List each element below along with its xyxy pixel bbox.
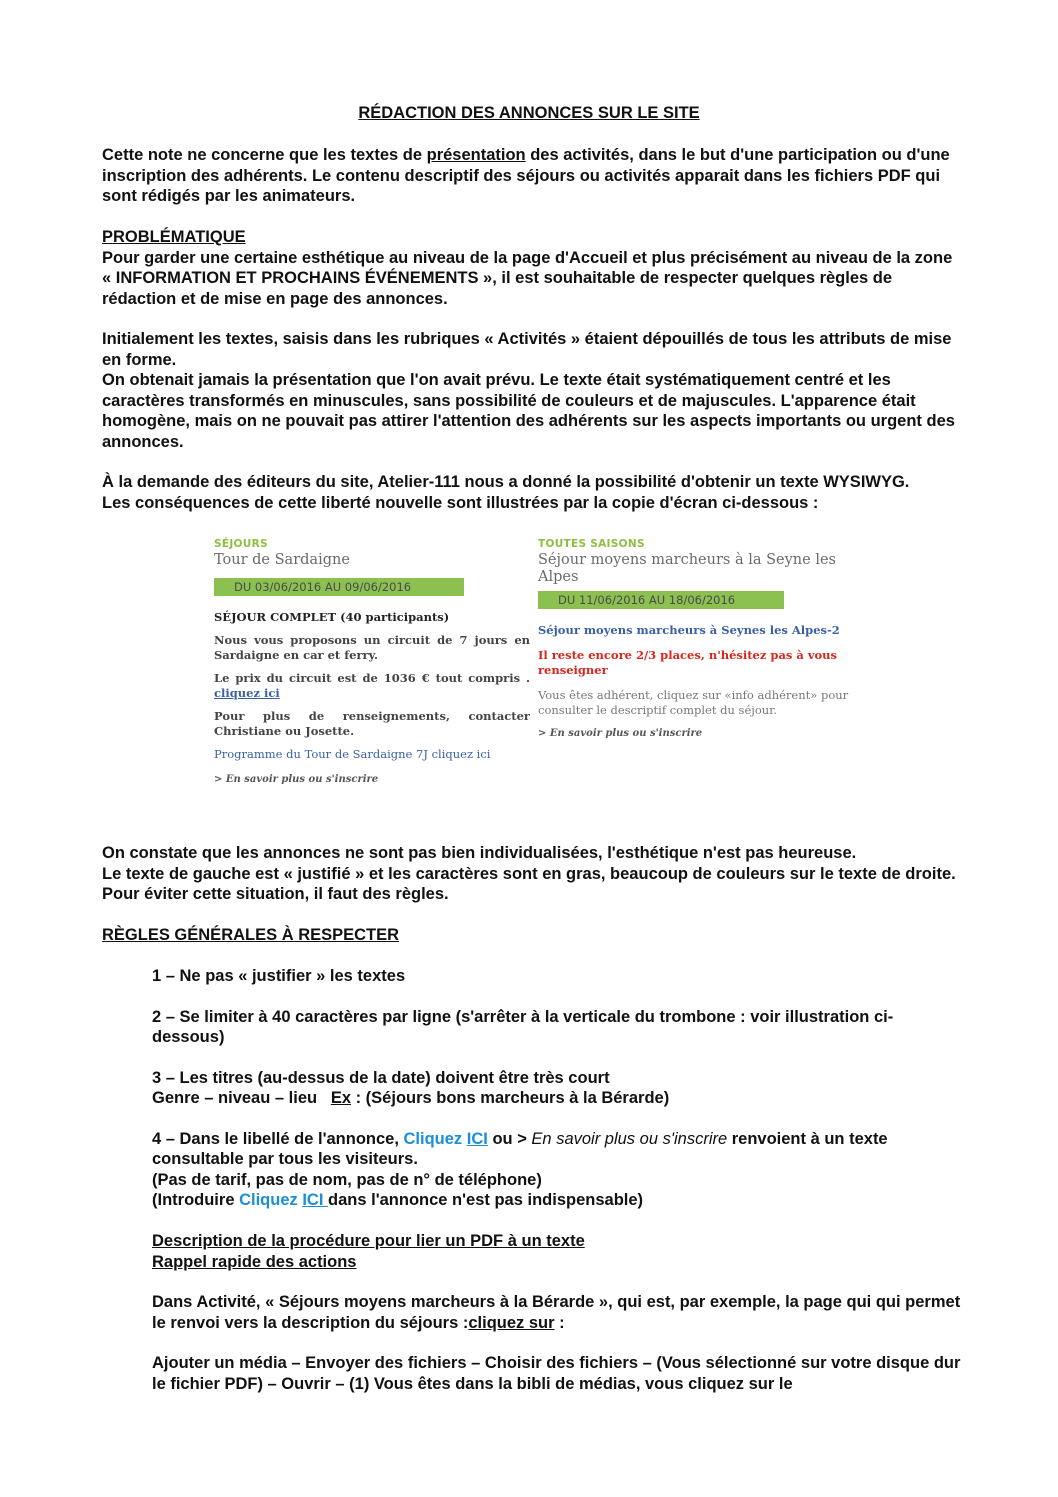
left-text-3: Pour plus de renseignements, contacter Christiane ou Josette. <box>214 709 530 738</box>
left-price-text: Le prix du circuit est de 1036 € tout compris . <box>214 671 530 685</box>
procedure-p1 <box>152 1292 962 1333</box>
problematique-p2: Initialement les textes, saisis dans les rubriques « Activités » étaient dépouillés de tous les attributs de mise en forme. <box>102 330 952 369</box>
right-category: TOUTES SAISONS <box>538 538 645 550</box>
problematique-p3: On obtenait jamais la présentation que l'on avait prévu. Le texte était systématiquement centré et les caractères transformés en minuscules, sans possibilité de couleurs et de majuscules. L'apparence était homogène, mais on ne pouvait pas attirer l'attention des adhérents sur les aspects importants ou urgent des annonces. <box>102 371 955 451</box>
left-category: SÉJOURS <box>214 538 268 550</box>
page-title: RÉDACTION DES ANNONCES SUR LE SITE <box>358 104 700 122</box>
rule-1: 1 – Ne pas « justifier » les textes <box>152 967 406 985</box>
rule-4-l3-rest: dans l'annonce n'est pas indispensable) <box>328 1191 644 1209</box>
left-date-bar: DU 03/06/2016 AU 09/06/2016 <box>214 578 464 596</box>
rule-3b-rest: : (Séjours bons marcheurs à la Bérarde) <box>351 1089 670 1107</box>
rule-3b-pre: Genre – niveau – lieu <box>152 1089 331 1107</box>
left-title: Tour de Sardaigne <box>214 552 350 568</box>
problematique-p5: Les conséquences de cette liberté nouvelle sont illustrées par la copie d'écran ci-dessous : <box>102 493 819 512</box>
rule-3a: 3 – Les titres (au-dessus de la date) doivent être très court <box>152 1068 610 1087</box>
left-text-2 <box>214 671 530 701</box>
rule-4-ou: ou > <box>487 1129 532 1148</box>
after-section <box>102 843 962 905</box>
rule-4-line3 <box>152 1190 962 1211</box>
problematique-section <box>102 227 962 513</box>
right-title: Séjour moyens marcheurs à la Seyne les Alpes <box>538 552 836 585</box>
left-more-link[interactable]: > En savoir plus ou s'inscrire <box>214 774 379 785</box>
rule-3b <box>152 1088 962 1109</box>
intro-underlined: présentation <box>426 146 526 164</box>
problematique-p4: À la demande des éditeurs du site, Atelier-111 nous a donné la possibilité d'obtenir un texte WYSIWYG. <box>102 473 910 491</box>
procedure-p1-post: : <box>554 1313 565 1332</box>
procedure-p2: Ajouter un média – Envoyer des fichiers – Choisir des fichiers – (Vous sélectionné sur votre disque dur le fichier PDF) – Ouvrir – (1) Vous êtes dans la bibli de médias, vous cliquez sur le <box>152 1354 961 1393</box>
regles-list <box>152 966 962 1211</box>
right-alert: Il reste encore 2/3 places, n'hésitez pas à vous renseigner <box>538 648 838 677</box>
rule-4-l3-cliquez: Cliquez <box>239 1191 303 1209</box>
procedure-p1-underlined: cliquez sur <box>468 1313 555 1332</box>
procedure-heading-2: Rappel rapide des actions <box>152 1252 357 1271</box>
procedure-heading-1: Description de la procédure pour lier un PDF à un texte <box>152 1232 585 1250</box>
left-status: SÉJOUR COMPLET (40 participants) <box>214 610 450 624</box>
intro-text: Cette note ne concerne que les textes de <box>102 146 427 164</box>
rule-4-rest: renvoient à un texte consultable par tous les visiteurs. <box>152 1129 888 1168</box>
left-cliquez-ici-link[interactable]: cliquez ici <box>214 686 280 700</box>
intro-paragraph <box>102 145 962 207</box>
rule-3b-ex: Ex <box>330 1089 352 1107</box>
problematique-heading: PROBLÉMATIQUE <box>102 228 246 246</box>
rule-4-l3-pre: (Introduire <box>152 1191 240 1209</box>
right-more-link[interactable]: > En savoir plus ou s'inscrire <box>538 728 703 739</box>
rule-4 <box>152 1129 962 1170</box>
rule-4-pre: 4 – Dans le libellé de l'annonce, <box>152 1129 404 1148</box>
after-p1: On constate que les annonces ne sont pas bien individualisées, l'esthétique n'est pas heureuse. <box>102 844 857 862</box>
right-text-1: Vous êtes adhérent, cliquez sur «info adhérent» pour consulter le descriptif complet du séjour. <box>538 688 849 717</box>
procedure-p1-text: Dans Activité, « Séjours moyens marcheurs à la Bérarde », qui est, par exemple, la page qui qui permet le renvoi vers la description du séjours : <box>152 1293 961 1332</box>
left-text-1: Nous vous proposons un circuit de 7 jours en Sardaigne en car et ferry. <box>214 633 530 662</box>
rule-4-cliquez: Cliquez <box>403 1129 467 1148</box>
rule-4-italic: En savoir plus ou s'inscrire <box>531 1129 728 1148</box>
regles-heading <box>102 925 962 946</box>
after-p2: Le texte de gauche est « justifié » et les caractères sont en gras, beaucoup de couleurs sur le texte de droite. Pour éviter cette situation, il faut des règles. <box>102 864 956 903</box>
announcement-screenshot <box>210 538 860 823</box>
announcement-left <box>214 538 530 785</box>
rule-4-l3-ici-link[interactable]: ICI <box>302 1191 329 1209</box>
announcement-right <box>538 538 850 739</box>
rule-2: 2 – Se limiter à 40 caractères par ligne (s'arrêter à la verticale du trombone : voir illustration ci-dessous) <box>152 1007 894 1046</box>
problematique-p1: Pour garder une certaine esthétique au niveau de la page d'Accueil et plus précisément au niveau de la zone « INFORMATION ET PROCHAINS ÉVÉNEMENTS », il est souhaitable de respecter quelques règles de rédaction et de mise en page des annonces. <box>102 248 953 308</box>
procedure-section <box>152 1231 962 1394</box>
right-sejour-link[interactable]: Séjour moyens marcheurs à Seynes les Alpes-2 <box>538 623 840 637</box>
rule-4-line2: (Pas de tarif, pas de nom, pas de n° de téléphone) <box>152 1170 542 1189</box>
right-date-bar: DU 11/06/2016 AU 18/06/2016 <box>538 591 784 609</box>
rule-4-ici-link[interactable]: ICI <box>466 1129 488 1148</box>
left-programme-link[interactable]: Programme du Tour de Sardaigne 7J cliquez ici <box>214 747 491 761</box>
regles-heading-text: RÈGLES GÉNÉRALES À RESPECTER <box>102 926 400 944</box>
intro-text-rest: des activités, dans le but d'une participation ou d'une inscription des adhérents. Le contenu descriptif des séjours ou activités apparait dans les fichiers PDF qui sont rédigés par les animateurs. <box>102 146 950 205</box>
